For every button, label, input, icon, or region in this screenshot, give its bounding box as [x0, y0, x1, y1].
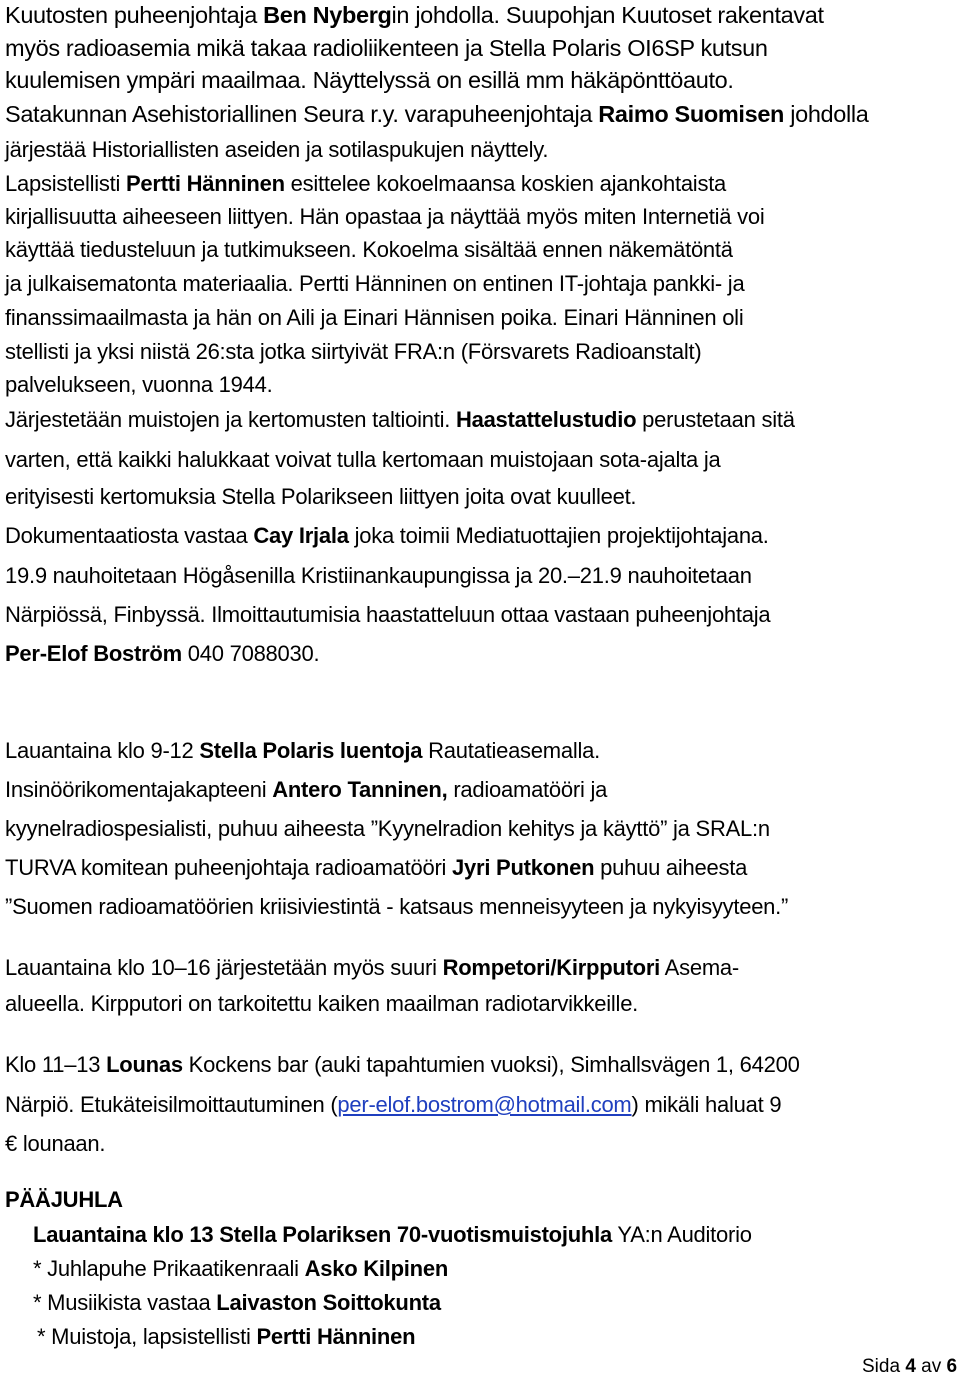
- paajuhla-line2: * Juhlapuhe Prikaatikenraali Asko Kilpinen: [33, 1256, 449, 1281]
- paajuhla-line3: * Musiikista vastaa Laivaston Soittokunta: [33, 1290, 441, 1315]
- para3-line5: ”Suomen radioamatöörien kriisiviestintä - katsaus menneisyyteen ja nykyisyyteen.”: [5, 894, 789, 919]
- para2-line6: Närpiössä, Finbyssä. Ilmoittautumisia haastatteluun ottaa vastaan puheenjohtaja: [5, 602, 771, 627]
- paajuhla-line1: Lauantaina klo 13 Stella Polariksen 70-vuotismuistojuhla YA:n Auditorio: [33, 1222, 752, 1247]
- para3-line3: kyynelradiospesialisti, puhuu aiheesta ”Kyynelradion kehitys ja käyttö” ja SRAL:n: [5, 816, 770, 841]
- para1-line2: myös radioasemia mikä takaa radioliikenteen ja Stella Polaris OI6SP kutsun: [5, 35, 768, 61]
- para3-line2: Insinöörikomentajakapteeni Antero Tanninen, radioamatööri ja: [5, 777, 608, 802]
- para2-line3: erityisesti kertomuksia Stella Polarikseen liittyen joita ovat kuulleet.: [5, 484, 637, 509]
- para1-line5: järjestää Historiallisten aseiden ja sotilaspukujen näyttely.: [5, 137, 549, 162]
- para2-line7: Per-Elof Boström 040 7088030.: [5, 641, 320, 666]
- para1-line6: Lapsistellisti Pertti Hänninen esittelee kokoelmaansa koskien ajankohtaista: [5, 171, 727, 196]
- para1-line3: kuulemisen ympäri maailmaa. Näyttelyssä on esillä mm häkäpönttöauto.: [5, 67, 734, 93]
- para1-line11: stellisti ja yksi niistä 26:sta jotka siirtyivät FRA:n (Försvarets Radioanstalt): [5, 339, 702, 364]
- para4-line2: alueella. Kirpputori on tarkoitettu kaiken maailman radiotarvikkeille.: [5, 991, 639, 1016]
- para3-line4: TURVA komitean puheenjohtaja radioamatööri Jyri Putkonen puhuu aiheesta: [5, 855, 748, 880]
- para4-line1: Lauantaina klo 10–16 järjestetään myös suuri Rompetori/Kirpputori Asema-: [5, 955, 739, 980]
- para1-line1: Kuutosten puheenjohtaja Ben Nybergin johdolla. Suupohjan Kuutoset rakentavat: [5, 2, 824, 28]
- para2-line5: 19.9 nauhoitetaan Högåsenilla Kristiinankaupungissa ja 20.–21.9 nauhoitetaan: [5, 563, 752, 588]
- email-link[interactable]: per-elof.bostrom@hotmail.com: [337, 1092, 632, 1117]
- page-number: Sida 4 av 6: [862, 1356, 958, 1377]
- paajuhla-line4: * Muistoja, lapsistellisti Pertti Hänninen: [37, 1324, 416, 1349]
- para1-line10: finanssimaailmasta ja hän on Aili ja Einari Hännisen poika. Einari Hänninen oli: [5, 305, 744, 330]
- para1-line9: ja julkaisematonta materiaalia. Pertti Hänninen on entinen IT-johtaja pankki- ja: [5, 271, 745, 296]
- para5-line1: Klo 11–13 Lounas Kockens bar (auki tapahtumien vuoksi), Simhallsvägen 1, 64200: [5, 1052, 800, 1077]
- para2-line1: Järjestetään muistojen ja kertomusten taltiointi. Haastattelustudio perustetaan sitä: [5, 407, 795, 432]
- para1-line8: käyttää tiedusteluun ja tutkimukseen. Kokoelma sisältää ennen näkemätöntä: [5, 237, 733, 262]
- para5-line3: € lounaan.: [5, 1131, 106, 1156]
- section-heading: PÄÄJUHLA: [5, 1187, 123, 1212]
- para2-line2: varten, että kaikki halukkaat voivat tulla kertomaan muistojaan sota-ajalta ja: [5, 447, 721, 472]
- para2-line4: Dokumentaatiosta vastaa Cay Irjala joka toimii Mediatuottajien projektijohtajana.: [5, 523, 769, 548]
- para1-line12: palvelukseen, vuonna 1944.: [5, 372, 273, 397]
- para5-line2: Närpiö. Etukäteisilmoittautuminen (per-elof.bostrom@hotmail.com) mikäli haluat 9: [5, 1092, 782, 1117]
- para1-line7: kirjallisuutta aiheeseen liittyen. Hän opastaa ja näyttää myös miten Internetiä voi: [5, 204, 765, 229]
- para3-line1: Lauantaina klo 9-12 Stella Polaris luentoja Rautatieasemalla.: [5, 738, 600, 763]
- para1-line4: Satakunnan Asehistoriallinen Seura r.y. varapuheenjohtaja Raimo Suomisen johdolla: [5, 101, 869, 127]
